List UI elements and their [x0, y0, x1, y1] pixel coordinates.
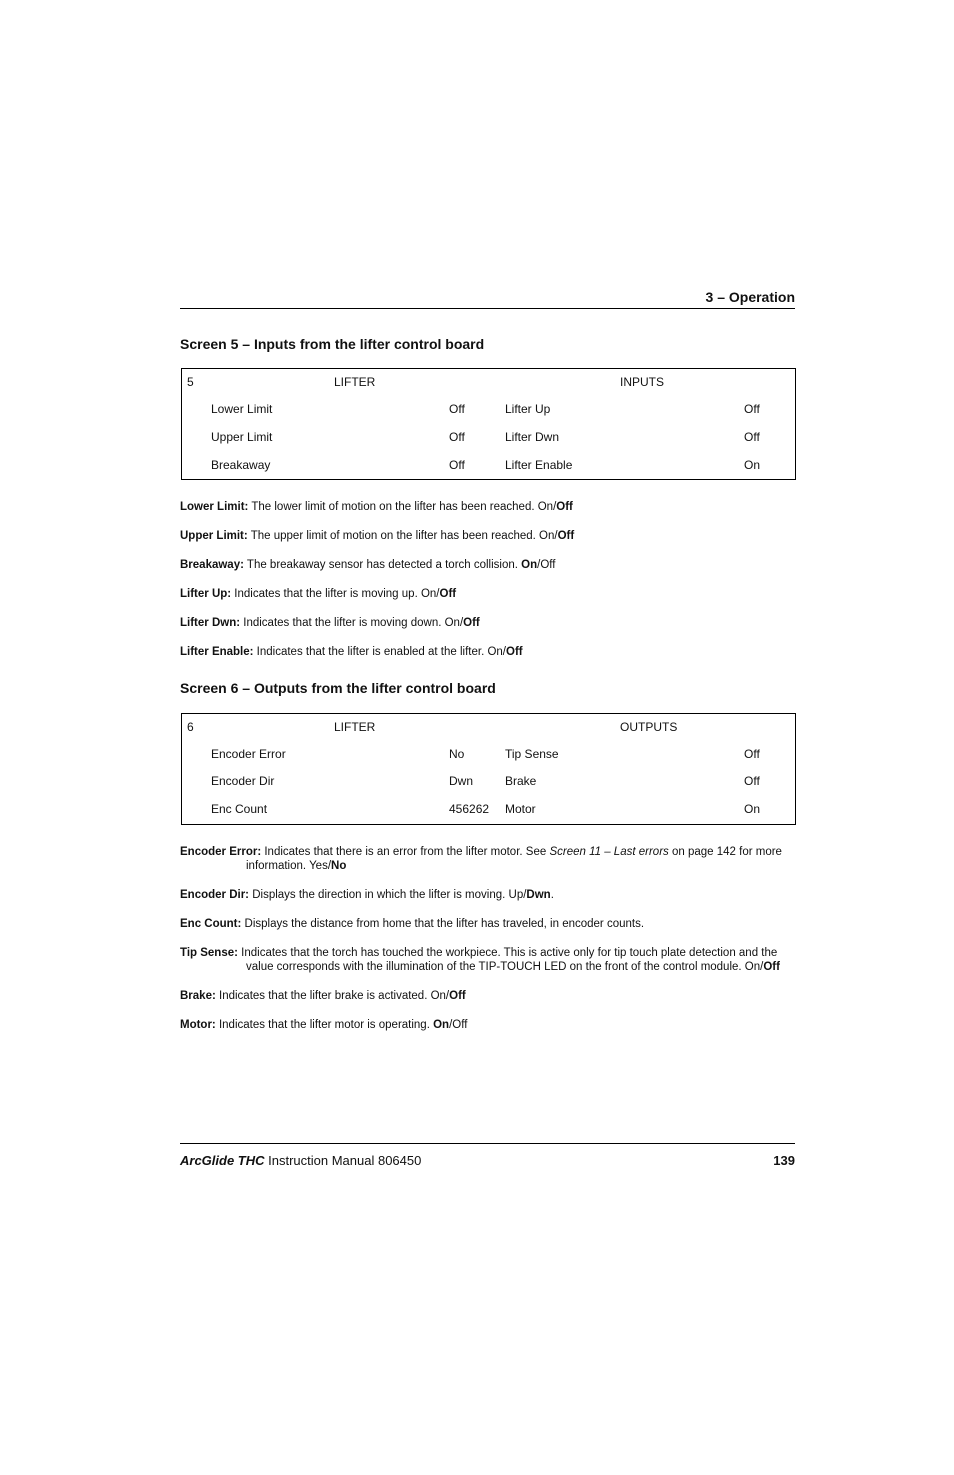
field-value: Off — [744, 774, 760, 788]
page-footer — [180, 1153, 795, 1168]
table-row — [182, 430, 795, 446]
definition-enc-count: Enc Count: Displays the distance from home that the lifter has traveled, in encoder counts. — [180, 918, 645, 930]
definition-breakaway: Breakaway: The breakaway sensor has detected a torch collision. On/Off — [180, 559, 556, 571]
definition-motor: Motor: Indicates that the lifter motor is operating. On/Off — [180, 1019, 468, 1031]
field-label: Upper Limit — [211, 430, 273, 444]
definition-lifter-up: Lifter Up: Indicates that the lifter is moving up. On/Off — [180, 588, 457, 600]
definition-tip-sense: Tip Sense: Indicates that the torch has touched the workpiece. This is active only for tip touch plate detection and the value corresponds with the illumination of the TIP-TOUCH LED on the front of the control module. On/Off — [180, 947, 780, 973]
field-label: Enc Count — [211, 802, 268, 816]
field-label: Lifter Dwn — [505, 430, 560, 444]
definition-lifter-dwn: Lifter Dwn: Indicates that the lifter is moving down. On/Off — [180, 617, 480, 629]
table-row — [182, 774, 795, 790]
definition-upper-limit: Upper Limit: The upper limit of motion on the lifter has been reached. On/Off — [180, 530, 575, 542]
definition-encoder-error: Encoder Error: Indicates that there is an error from the lifter motor. See Screen 11 – Last errors on page 142 for more information. Yes/No — [180, 846, 782, 872]
header-rule — [180, 308, 795, 309]
chapter-heading: 3 – Operation — [705, 289, 795, 305]
definition-brake: Brake: Indicates that the lifter brake is activated. On/Off — [180, 990, 466, 1002]
field-value: Off — [744, 402, 760, 416]
field-label: Encoder Dir — [211, 774, 275, 788]
field-label: Brake — [505, 774, 537, 788]
field-value: 456262 — [449, 802, 490, 816]
field-label: Encoder Error — [211, 747, 286, 761]
page-number: 139 — [773, 1153, 795, 1168]
right-header: INPUTS — [620, 375, 665, 389]
field-label: Lifter Up — [505, 402, 551, 416]
field-value: Off — [449, 430, 465, 444]
screen6-table — [181, 713, 796, 825]
product-name: ArcGlide THC — [180, 1153, 265, 1168]
left-header: LIFTER — [334, 375, 376, 389]
definition-encoder-dir: Encoder Dir: Displays the direction in which the lifter is moving. Up/Dwn. — [180, 889, 554, 901]
field-value: On — [744, 458, 761, 472]
field-value: Off — [449, 402, 465, 416]
field-label: Motor — [505, 802, 536, 816]
field-label: Breakaway — [211, 458, 271, 472]
manual-title: Instruction Manual 806450 — [264, 1153, 422, 1168]
screen-number: 6 — [187, 720, 194, 734]
screen5-table — [181, 368, 796, 480]
table-row — [182, 747, 795, 763]
field-value: Off — [744, 747, 760, 761]
definition-lifter-enable: Lifter Enable: Indicates that the lifter is enabled at the lifter. On/Off — [180, 646, 523, 658]
field-value: Off — [449, 458, 465, 472]
screen6-title: Screen 6 – Outputs from the lifter control board — [180, 680, 496, 696]
left-header: LIFTER — [334, 720, 376, 734]
field-value: No — [449, 747, 465, 761]
table-row — [182, 802, 795, 818]
footer-rule — [180, 1143, 795, 1144]
table-row — [182, 458, 795, 474]
screen-number: 5 — [187, 375, 194, 389]
definition-lower-limit: Lower Limit: The lower limit of motion on the lifter has been reached. On/Off — [180, 501, 573, 513]
right-header: OUTPUTS — [620, 720, 678, 734]
field-value: On — [744, 802, 761, 816]
field-label: Lifter Enable — [505, 458, 573, 472]
field-label: Tip Sense — [505, 747, 559, 761]
screen5-title: Screen 5 – Inputs from the lifter control board — [180, 336, 485, 352]
table-row — [182, 402, 795, 418]
field-value: Off — [744, 430, 760, 444]
field-value: Dwn — [449, 774, 474, 788]
field-label: Lower Limit — [211, 402, 273, 416]
